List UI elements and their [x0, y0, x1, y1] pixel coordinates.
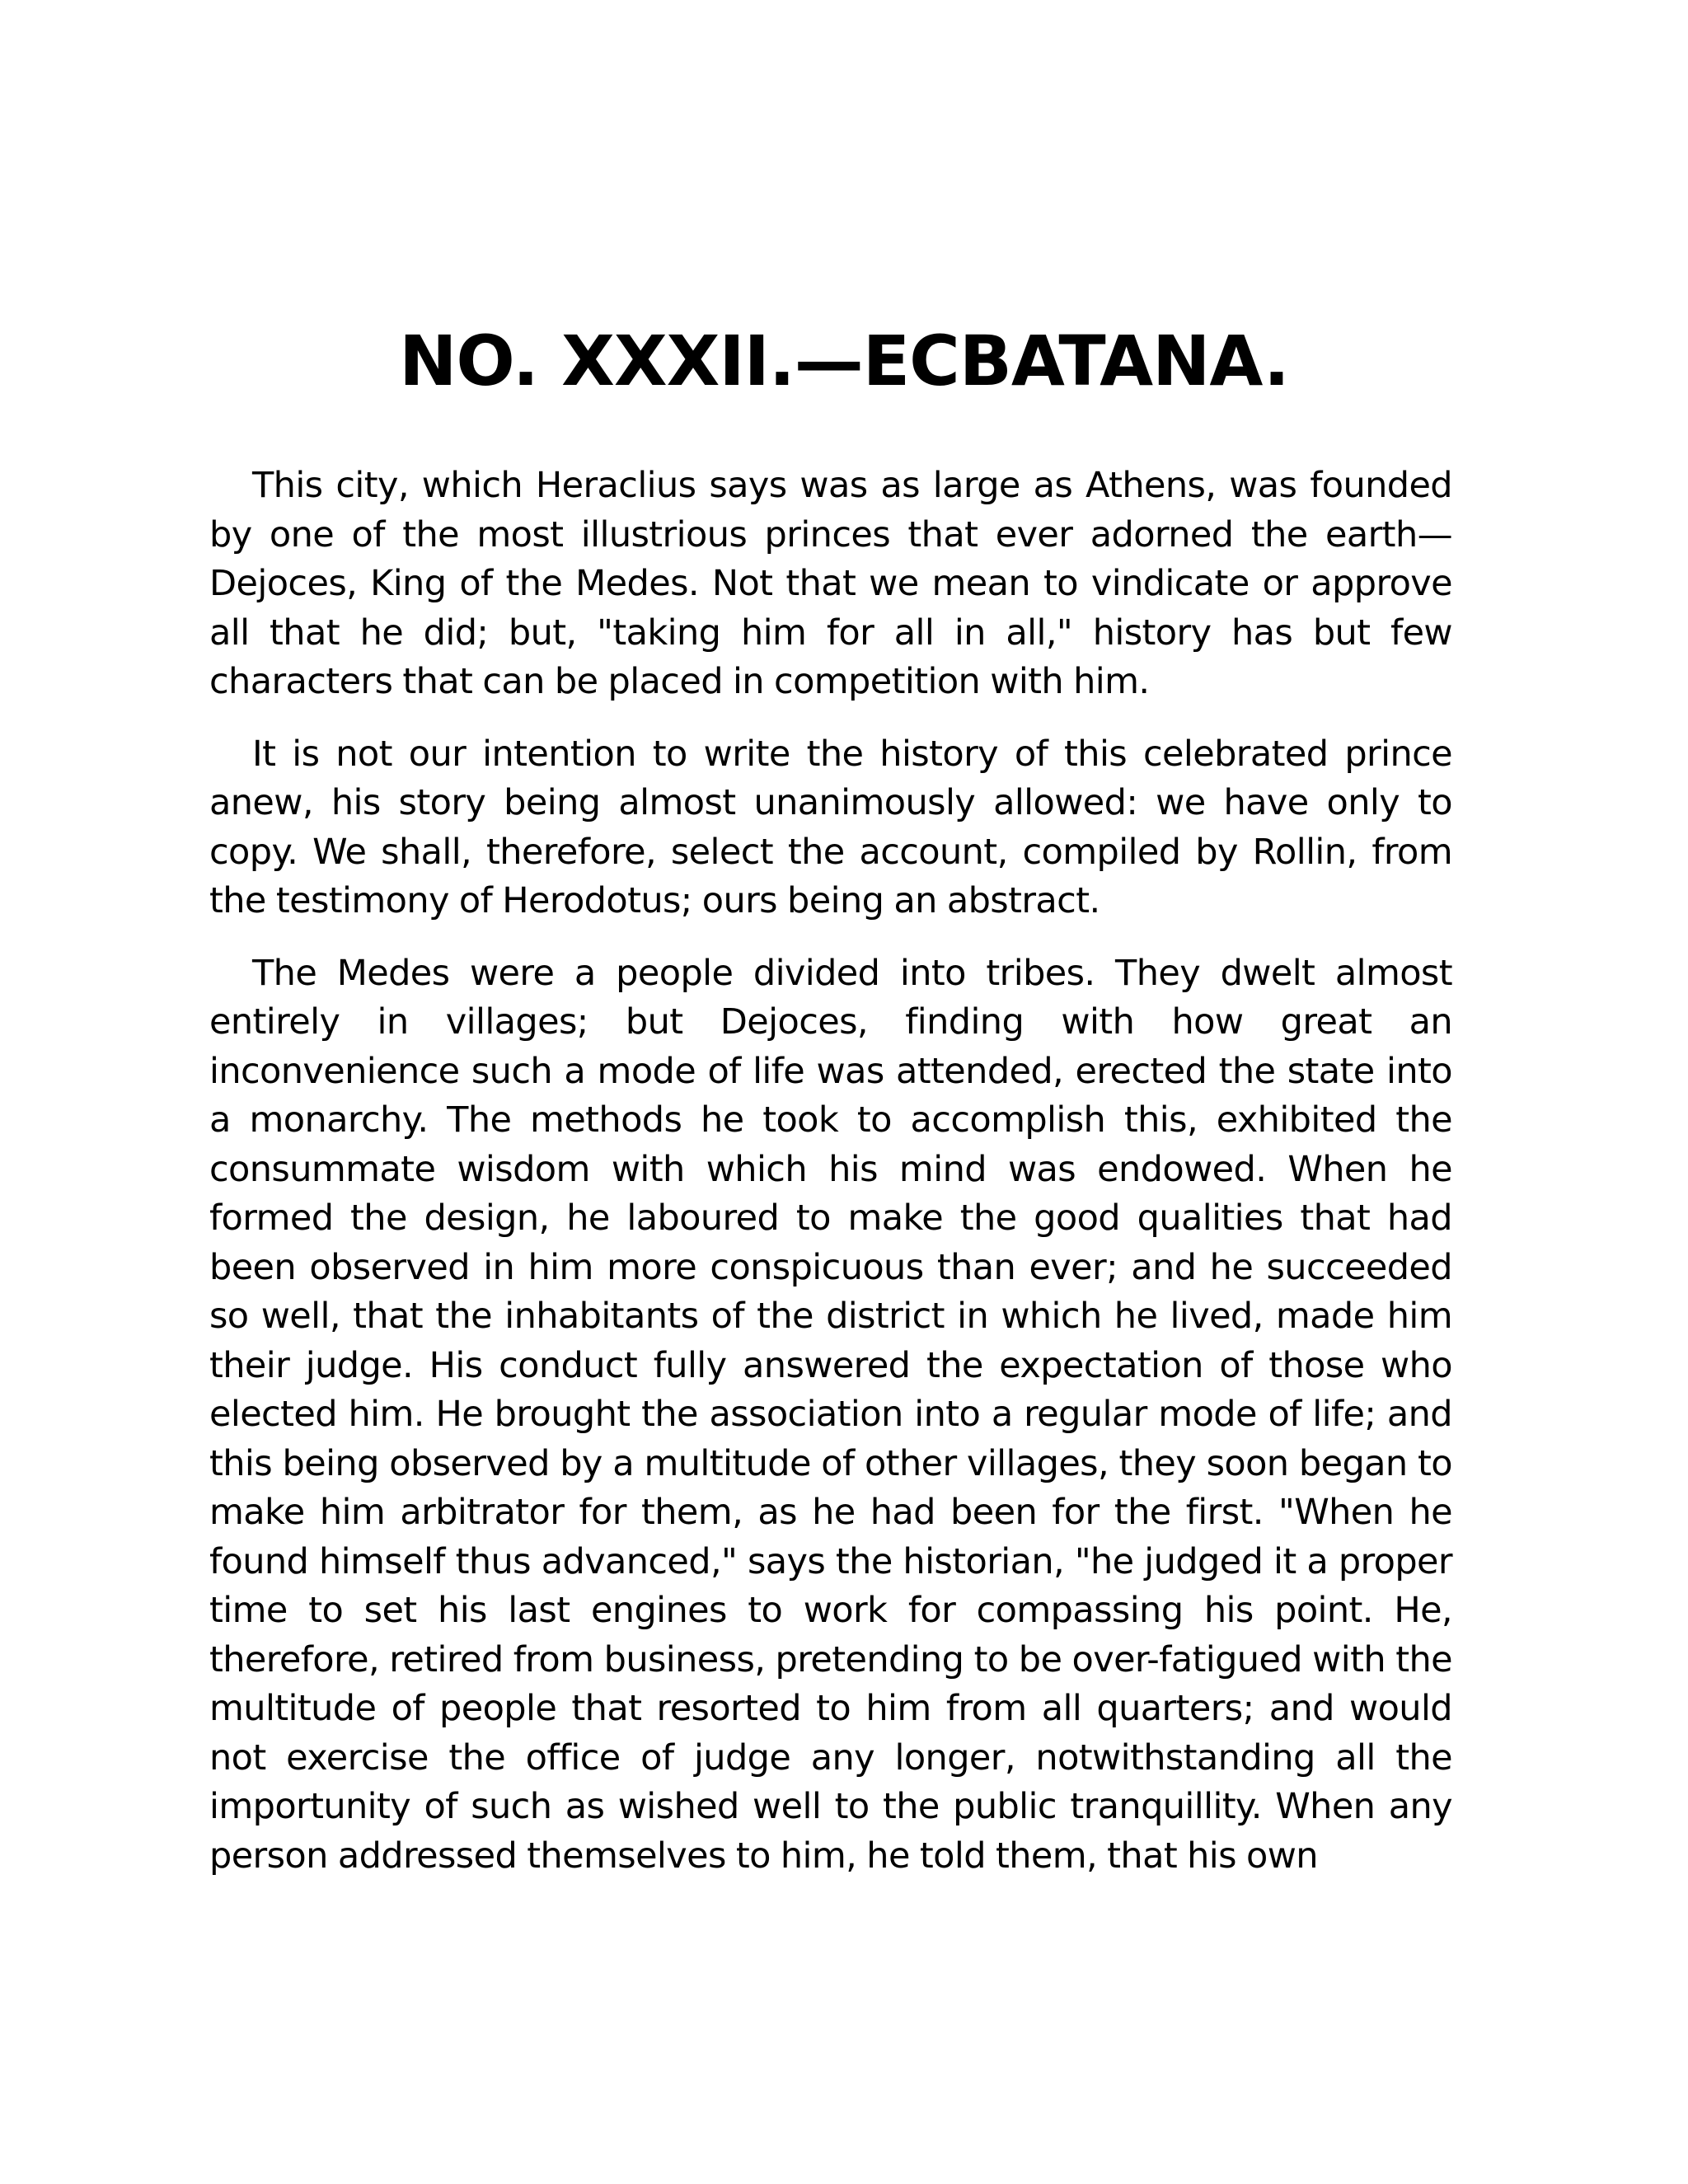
- paragraph-1: This city, which Heraclius says was as large as Athens, was founded by one of the most illustrious princes that ever adorned the earth—Dejoces, King of the Medes. Not that we mean to vindicate or approve all that he did; but, "taking him for all in all," history has but few characters that can be placed in competition with him.: [209, 465, 1452, 702]
- paragraph-3: The Medes were a people divided into tribes. They dwelt almost entirely in villages; but Dejoces, finding with how great an inconvenience such a mode of life was attended, erected the state into a monarchy. The methods he took to accomplish this, exhibited the consummate wisdom with which his mind was endowed. When he formed the design, he laboured to make the good qualities that had been observed in him more conspicuous than ever; and he succeeded so well, that the inhabitants of the district in which he lived, made him their judge. His conduct fully answered the expectation of those who elected him. He brought the association into a regular mode of life; and this being observed by a multitude of other villages, they soon began to make him arbitrator for them, as he had been for the first. "When he found himself thus advanced," says the historian, "he judged it a proper time to set his last engines to work for compassing his point. He, therefore, retired from business, pretending to be over-fatigued with the multitude of people that resorted to him from all quarters; and would not exercise the office of judge any longer, notwithstanding all the importunity of such as wished well to the public tranquillity. When any person addressed themselves to him, he told them, that his own: [209, 952, 1452, 1877]
- chapter-title: NO. XXXII.—ECBATANA.: [399, 321, 1289, 401]
- paragraph-2: It is not our intention to write the history of this celebrated prince anew, his story being almost unanimously allowed: we have only to copy. We shall, therefore, select the account, compiled by Rollin, from the testimony of Herodotus; ours being an abstract.: [209, 733, 1452, 921]
- chapter-body: [209, 462, 1452, 1904]
